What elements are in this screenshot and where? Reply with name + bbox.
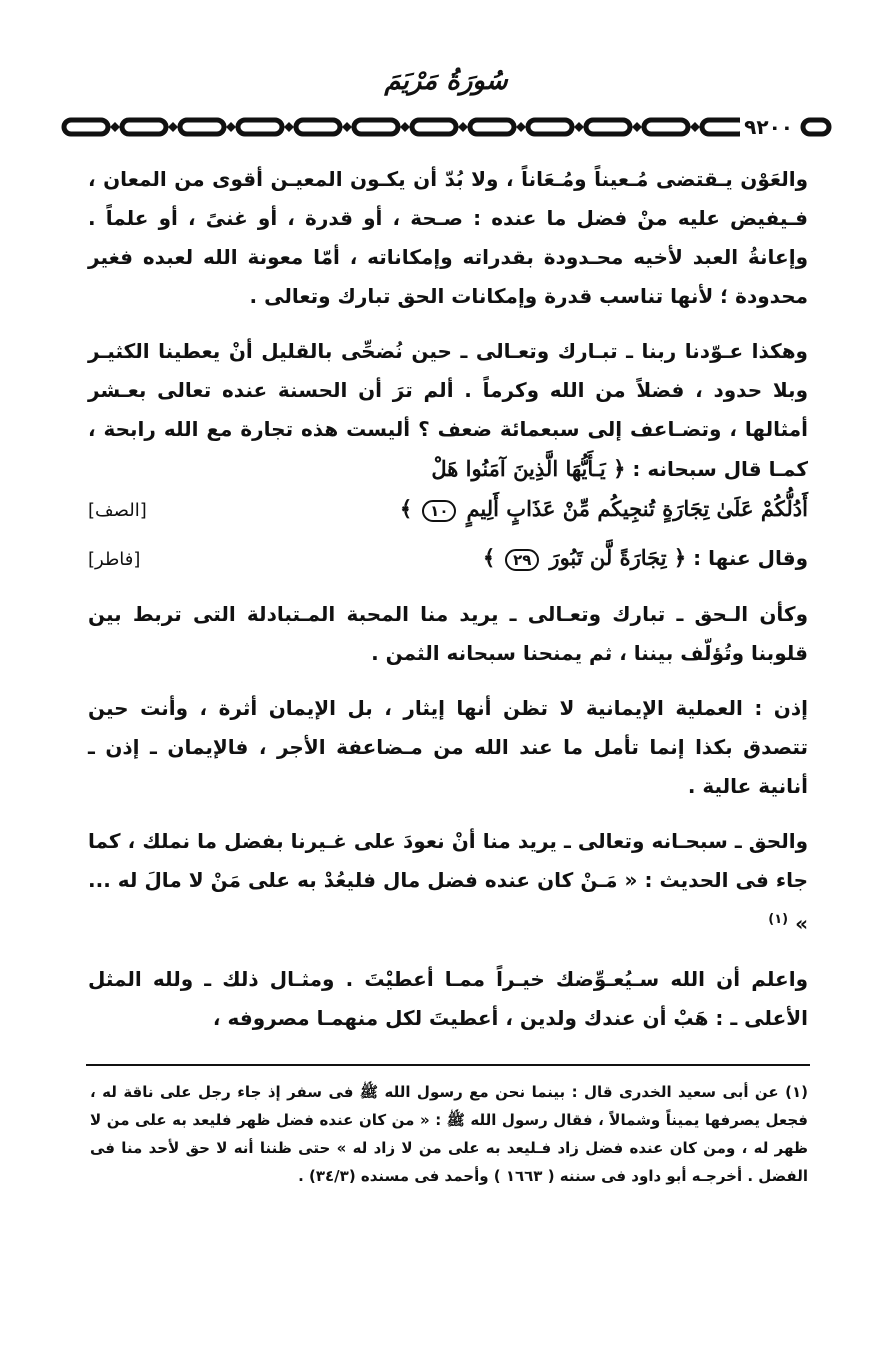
chain-diamond [284, 122, 294, 132]
paragraph-text: وهكذا عـوّدنا ربنا ـ تبـارك وتعـالى ـ حين نُضحِّى بالقليل أنْ يعطينا الكثيـر وبلا حدود ، فضلاً من الله وكرماً . ألم ترَ أن الحسنة عنده تعالى بعـشر أمثالها ، وتضـاعف إلى سبعمائة ضعف ؟ أليست هذه تجارة مع الله رابحة ، كمـا قال سبحانه : [88, 339, 808, 481]
page-number: ٩٢٠٠ [740, 112, 797, 142]
verse-body [483, 538, 808, 578]
chain-diamond [574, 122, 584, 132]
quran-verse: ﴿ تِجَارَةً لَّن تَبُورَ [549, 545, 687, 570]
chain-diamond [110, 122, 120, 132]
chain-diamond [516, 122, 526, 132]
chain-link [238, 120, 282, 134]
paragraph: وكأن الـحق ـ تبارك وتعـالى ـ يريد منا المحبة المـتبادلة التى تربط بين قلوبنا وتُؤلّف بيننا ، ثم يمنحنا سبحانه الثمن . [88, 602, 808, 665]
surah-reference: [فاطر] [88, 549, 141, 570]
chain-diamond [342, 122, 352, 132]
paragraph: إذن : العملية الإيمانية لا تظن أنها إيثار ، بل الإيمان أثرة ، وأنت حين تتصدق بكذا إنما تأمل ما عند الله من مـضاعفة الأجر ، فالإيمان ـ إذن ـ أنانية عالية . [88, 696, 808, 798]
chain-link [122, 120, 166, 134]
paragraph-text: والحق ـ سبحـانه وتعالى ـ يريد منا أنْ نعودَ على غـيرنا بفضل ما نملك ، كما جاء فى الحديث : « مَـنْ كان عنده فضل مال فليعُدْ به على مَنْ لا مالَ له ... » [88, 829, 808, 936]
paragraph [88, 822, 808, 944]
verse-line [88, 538, 808, 579]
chain-link [296, 120, 340, 134]
verse-intro: وقال عنها : [693, 546, 808, 570]
chain-diamond [458, 122, 468, 132]
paragraph [88, 332, 808, 489]
header-ornament [58, 112, 833, 142]
ornament-chain-icon [58, 112, 833, 142]
chain-link [528, 120, 572, 134]
chain-link [354, 120, 398, 134]
footnote [90, 1078, 808, 1190]
verse-body [400, 489, 808, 529]
chain-diamond [168, 122, 178, 132]
chain-diamond [632, 122, 642, 132]
chain-diamond [400, 122, 410, 132]
footnote-marker[interactable]: (١) [768, 912, 789, 927]
chain-link [64, 120, 108, 134]
footnote-divider [86, 1064, 810, 1066]
verse-number: ١٠ [422, 500, 456, 522]
quran-verse: ﴿ يَـأَيُّهَا الَّذِينَ آمَنُوا هَلْ [431, 456, 626, 481]
chain-link [644, 120, 688, 134]
paragraph: والعَوْن يـقتضى مُـعيناً ومُـعَاناً ، ولا بُدّ أن يكـون المعيـن أقوى من المعان ، فـيفيض عليه منْ فضل ما عنده : صـحة ، أو قدرة ، أو غنىً ، أو علماً . وإعانةُ العبد لأخيه محـدودة بقدراته وإمكاناته ، أمّا معونة الله لعبده فغير محدودة ؛ لأنها تناسب قدرة وإمكانات الحق تبارك وتعالى . [88, 167, 808, 308]
chain-link [180, 120, 224, 134]
chain-link [412, 120, 456, 134]
verse-line [88, 489, 808, 530]
chain-diamond [226, 122, 236, 132]
surah-reference: [الصف] [88, 500, 147, 521]
surah-title: سُورَةُ مَرْيَمَ [384, 66, 508, 96]
paragraph: واعلم أن الله سـيُعـوِّضك خيـراً ممـا أعطيْتَ . ومثـال ذلك ـ ولله المثل الأعلى ـ : هَبْ أن عندك ولدين ، أعطيتَ لكل منهمـا مصروفه ، [88, 966, 808, 1030]
verse-close-bracket: ﴾ [399, 496, 413, 521]
verse-close-bracket: ﴾ [482, 545, 496, 570]
chain-link [803, 120, 829, 134]
quran-verse: أَدُلُّكُمْ عَلَىٰ تِجَارَةٍ تُنجِيكُم مِّنْ عَذَابٍ أَلِيمٍ [466, 496, 808, 521]
chain-link [470, 120, 514, 134]
verse-number: ٢٩ [505, 549, 539, 571]
main-text [88, 160, 808, 1054]
footnote-text: (١) عن أبى سعيد الخدرى قال : بينما نحن مع رسول الله ﷺ فى سفر إذ جاء رجل على ناقة له ، فجعل يصرفها يميناً وشمالاً ، فقال رسول الله ﷺ : « من كان عنده فضل ظهر فليعد به على من لا ظهر له ، ومن كان عنده فضل زاد فـليعد به على من لا زاد له » حتى ظننا أنه لا حق لأحد منا فى الفضل . أخرجـه أبو داود فى سننه ( ١٦٦٣ ) وأحمد فى مسنده (٣٤/٣) . [90, 1083, 808, 1185]
chain-link [586, 120, 630, 134]
chain-diamond [690, 122, 700, 132]
